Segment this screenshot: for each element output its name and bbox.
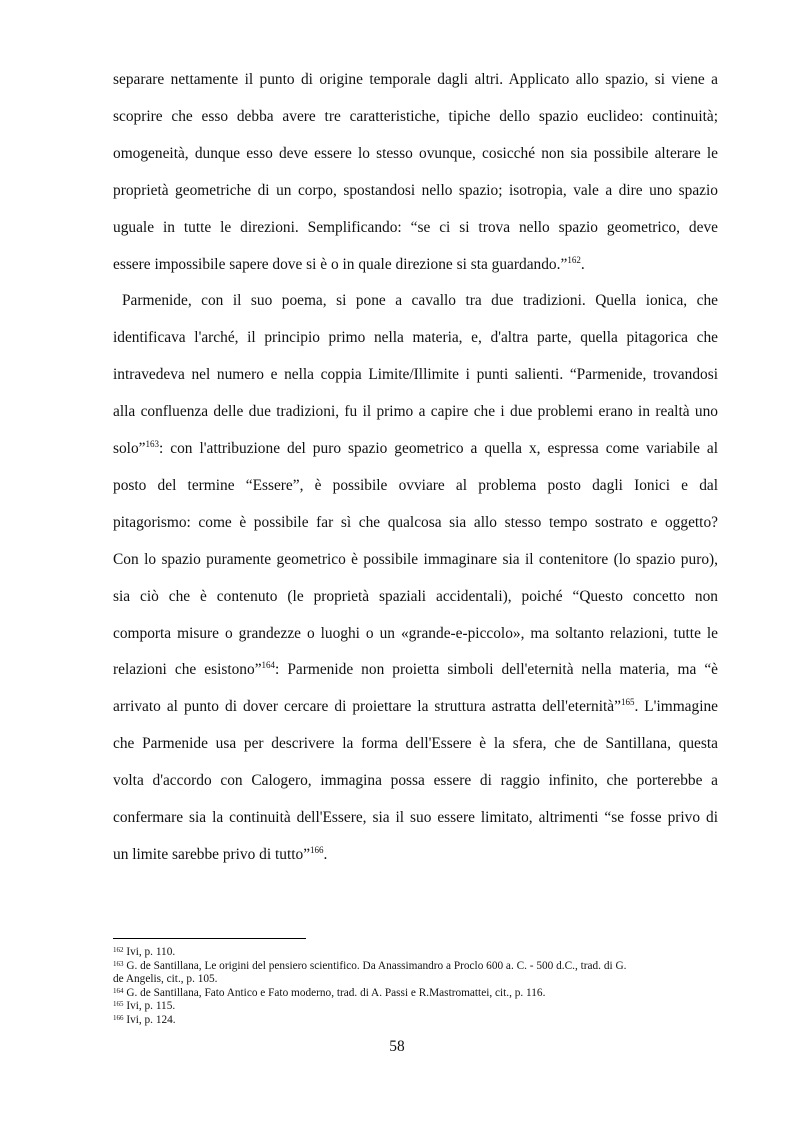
text-line (113, 734, 718, 754)
text-line (113, 402, 718, 422)
line-text-continued: . (580, 255, 585, 273)
text-line (113, 218, 718, 238)
footnote-line (113, 987, 723, 1001)
footnote-text: Ivi, p. 110. (126, 946, 176, 958)
footnote-line (113, 1014, 723, 1028)
line-text-continued: . L'immagine (634, 698, 718, 716)
footnote (113, 960, 723, 987)
footnote-text: Ivi, p. 115. (126, 1000, 176, 1012)
line-text: essere impossibile sapere dove si è o in quale direzione si sta guardando.” (113, 255, 568, 273)
text-line (113, 70, 718, 90)
footnote-text: G. de Santillana, Le origini del pensiero scientifico. Da Anassimandro a Proclo 600 a. C. - 500 d.C., trad. di G. (126, 959, 627, 972)
text-line (113, 660, 718, 680)
line-text: solo” (113, 440, 146, 457)
line-text: omogeneità, dunque esso deve essere lo stesso ovunque, cosicché non sia possibile alterare le (113, 144, 718, 162)
line-text: pitagorismo: come è possibile far sì che qualcosa sia allo stesso tempo sostrato e oggetto? (113, 513, 718, 531)
line-text: intravedeva nel numero e nella coppia Limite/Illimite i punti salienti. “Parmenide, trovandosi (113, 366, 718, 384)
line-text-continued: : Parmenide non proietta simboli dell'eternità nella materia, ma “è (275, 661, 718, 679)
text-line (113, 513, 718, 533)
footnote-text: de Angelis, cit., p. 105. (113, 973, 218, 985)
line-text: Con lo spazio puramente geometrico è possibile immaginare sia il contenitore (lo spazio puro), (113, 550, 718, 568)
text-line (113, 697, 718, 717)
footnote-number: 164 (113, 986, 124, 995)
footnote-reference: 166 (310, 844, 324, 855)
footnote-line (113, 1000, 723, 1014)
line-text: separare nettamente il punto di origine temporale dagli altri. Applicato allo spazio, si viene a (113, 71, 718, 88)
line-text: volta d'accordo con Calogero, immagina possa essere di raggio infinito, che porterebbe a (113, 772, 718, 790)
line-text: arrivato al punto di dover cercare di proiettare la struttura astratta dell'eternità” (113, 698, 621, 716)
page-number: 58 (389, 1038, 405, 1055)
line-text: alla confluenza delle due tradizioni, fu il primo a capire che i due problemi erano in realtà uno (113, 403, 718, 421)
line-text: posto del termine “Essere”, è possibile ovviare al problema posto dagli Ionici e dal (113, 476, 718, 494)
text-line (113, 476, 718, 496)
line-text: Parmenide, con il suo poema, si pone a cavallo tra due tradizioni. Quella ionica, che (122, 292, 718, 310)
text-line (113, 439, 718, 459)
text-line (113, 808, 718, 828)
footnote-number: 166 (113, 1013, 124, 1022)
footnote-line (113, 960, 723, 974)
line-text: comporta misure o grandezze o luoghi o un «grande-e-piccolo», ma soltanto relazioni, tutte le (113, 624, 718, 642)
text-line (113, 291, 718, 311)
line-text: proprietà geometriche di un corpo, spostandosi nello spazio; isotropia, vale a dire uno spazio (113, 181, 718, 199)
footnote-reference: 165 (620, 697, 635, 708)
line-text: sia ciò che è contenuto (le proprietà spaziali accidentali), poiché “Questo concetto non (113, 587, 718, 605)
line-text: un limite sarebbe privo di tutto” (113, 845, 311, 863)
line-text: relazioni che esistono” (113, 661, 262, 679)
text-line (113, 181, 718, 201)
text-line (113, 550, 718, 570)
footnote (113, 946, 723, 960)
footnote-number: 162 (113, 946, 124, 954)
text-line (113, 587, 718, 607)
text-line (113, 255, 718, 275)
footnote-reference: 162 (567, 254, 581, 265)
line-text-continued: . (323, 845, 328, 863)
footnote (113, 987, 723, 1001)
footnote-line (113, 973, 723, 987)
text-line (113, 624, 718, 644)
line-text: che Parmenide usa per descrivere la forma dell'Essere è la sfera, che de Santillana, questa (113, 735, 718, 753)
text-line (113, 771, 718, 791)
footnotes (113, 946, 723, 1027)
footnote (113, 1014, 723, 1028)
line-text: uguale in tutte le direzioni. Semplificando: “se ci si trova nello spazio geometrico, deve (113, 218, 718, 236)
line-text: confermare sia la continuità dell'Essere, sia il suo essere limitato, altrimenti “se fosse privo di (113, 809, 718, 826)
footnote-number: 165 (113, 1000, 124, 1008)
footnote (113, 1000, 723, 1014)
footnote-reference: 163 (145, 439, 159, 449)
text-line (113, 845, 718, 865)
text-line (113, 107, 718, 127)
text-line (113, 328, 718, 348)
footnote-reference: 164 (261, 660, 276, 671)
line-text: scoprire che esso debba avere tre caratteristiche, tipiche dello spazio euclideo: continuità; (113, 107, 718, 125)
line-text: identificava l'arché, il principio primo nella materia, e, d'altra parte, quella pitagorica che (113, 329, 718, 347)
footnote-separator (113, 938, 306, 939)
footnote-text: G. de Santillana, Fato Antico e Fato moderno, trad. di A. Passi e R.Mastromattei, cit., p. 116. (126, 986, 546, 999)
footnote-number: 163 (113, 959, 124, 968)
footnote-line (113, 946, 723, 960)
text-line (113, 365, 718, 385)
line-text-continued: : con l'attribuzione del puro spazio geometrico a quella x, espressa come variabile al (159, 440, 718, 457)
text-line (113, 144, 718, 164)
footnote-text: Ivi, p. 124. (126, 1013, 176, 1026)
